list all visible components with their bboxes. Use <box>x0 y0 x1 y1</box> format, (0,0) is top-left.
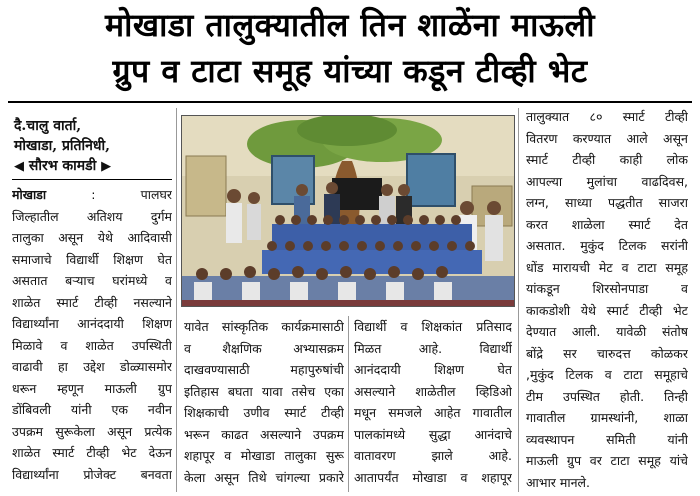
column-2-line: भरून काढत असल्याने उपक्रम <box>184 426 344 442</box>
column-1-line: समाजाचे विद्यार्थी शिक्षण घेत <box>12 251 172 267</box>
column-3-line: आनंददायी शिक्षण घेत <box>354 362 512 377</box>
column-1-line: धरून म्हणून माऊली ग्रुप <box>12 380 172 396</box>
column-2-line: व शैक्षणिक अभ्यासक्रम <box>184 340 344 356</box>
column-1 <box>12 184 172 485</box>
column-2-line: केला असून तिथे चांगल्या प्रकारे <box>184 469 344 485</box>
column-4-line: धोंड मारायची मेट व टाटा समूह <box>526 259 688 275</box>
column-1-line: वाढावी हा उद्देश डोळ्यासमोर <box>12 359 172 374</box>
column-4-line: वितरण करण्यात आले असून <box>526 130 688 146</box>
column-1-line: डोंबिवली यांनी एक नवीन <box>12 402 172 417</box>
column-2-line: इतिहास बघता यावा तसेच एका <box>184 383 344 399</box>
headline-rule <box>8 101 692 103</box>
column-3-line: मधून समजले आहेत गावातील <box>354 405 512 420</box>
column-2-line: यावेत सांस्कृतिक कार्यक्रमासाठी <box>184 319 344 334</box>
column-1-line: शाळेत स्मार्ट टीव्ही भेट देऊन <box>12 445 172 460</box>
column-1-line: विद्यार्थ्यांना आनंददायी शिक्षण <box>12 316 172 331</box>
column-1-line-text: : पालघर <box>91 187 172 202</box>
column-1-line: मिळावे व शाळेत उपस्थिती <box>12 337 172 353</box>
column-4-line: स्मार्ट टीव्ही काही लोक <box>526 152 688 167</box>
column-divider <box>518 108 519 492</box>
column-1-line: उपक्रम सुरूकेला असून प्रत्येक <box>12 423 172 439</box>
column-4-line: आभार मानले. <box>526 474 590 490</box>
column-4 <box>526 106 688 493</box>
column-divider <box>348 316 349 492</box>
left-arrow-icon: ◀ <box>14 159 24 174</box>
column-2-line: शिक्षकाची उणीव स्मार्ट टीव्ही <box>184 405 344 420</box>
column-divider <box>176 108 177 492</box>
column-4-line: ,मुकुंद टिलक व टाटा समूहाचे <box>526 367 688 382</box>
dateline: मोखाडा <box>12 187 47 202</box>
column-4-line: टीम उपस्थित होती. तिन्ही <box>526 388 688 404</box>
headline-line-1: मोखाडा तालुक्यातील तिन शाळेंना माऊली <box>104 6 595 44</box>
column-4-line: करत शाळेला स्मार्ट देत <box>526 216 688 232</box>
column-4-line: लग्न, साध्या पद्धतीत साजरा <box>526 195 688 210</box>
byline-source: दै.चालु वार्ता, <box>14 118 82 134</box>
column-4-line: काकडोशी येथे स्मार्ट टीव्ही भेट <box>526 302 688 318</box>
column-3-line: आतापर्यंत मोखाडा व शहापूर <box>354 469 512 485</box>
column-1-line <box>12 184 172 206</box>
column-2-line: शहापूर व मोखाडा तालुका सुरू <box>184 448 344 463</box>
headline-line-2: ग्रुप व टाटा समूह यांच्या कडून टीव्ही भेट <box>112 52 588 90</box>
column-2-line: दाखवण्यासाठी महापुरुषांची <box>184 362 344 377</box>
column-3-line: वातावरण झाले आहे. <box>354 448 512 463</box>
column-4-line: गावातील ग्रामस्थांनी, शाळा <box>526 410 688 425</box>
column-3-line: असल्याने शाळेतील व्हिडिओ <box>354 383 512 399</box>
column-4-line: आपल्या मुलांचा वाढदिवस, <box>526 173 688 189</box>
byline-place: मोखाडा, प्रतिनिधी, <box>14 138 111 154</box>
column-4-line: देण्यात आली. यावेळी संतोष <box>526 324 688 339</box>
byline-reporter-row <box>14 156 174 177</box>
column-3-line: मिळत आहे. विद्यार्थी <box>354 340 512 356</box>
column-1-line: असतात बऱ्याच घरांमध्ये व <box>12 273 172 288</box>
headline <box>0 2 700 94</box>
column-4-line: असतात. मुकुंद टिलक सरांनी <box>526 238 688 253</box>
byline <box>14 116 174 177</box>
column-4-line: माऊली ग्रुप वर टाटा समूह यांचे <box>526 453 688 468</box>
column-1-line: जिल्हातील अतिशय दुर्गम <box>12 208 172 224</box>
column-1-line: शाळेत स्मार्ट टीव्ही नसल्याने <box>12 294 172 310</box>
column-4-line: बोंद्रे सर चारुदत्त कोळकर <box>526 345 688 361</box>
news-photo <box>181 115 515 307</box>
column-2 <box>184 316 344 488</box>
byline-rule <box>12 179 172 180</box>
column-1-line: तालुका असून येथे आदिवासी <box>12 230 172 245</box>
column-4-line: यांकडून शिरसोनपाडा व <box>526 281 688 296</box>
column-4-line: तालुक्यात ८० स्मार्ट टीव्ही <box>526 109 688 124</box>
byline-reporter: सौरभ कामडी <box>28 158 97 174</box>
column-1-line: विद्यार्थ्यांना प्रोजेक्ट बनवता <box>12 466 172 482</box>
right-arrow-icon: ▶ <box>101 159 112 174</box>
column-3 <box>354 316 512 488</box>
column-3-line: विद्यार्थी व शिक्षकांत प्रतिसाद <box>354 319 512 334</box>
students-group-photo-image <box>182 116 514 306</box>
column-4-line: व्यवस्थापन समिती यांनी <box>526 431 688 447</box>
column-3-line: पालकांमध्ये सुद्धा आनंदाचे <box>354 426 512 442</box>
